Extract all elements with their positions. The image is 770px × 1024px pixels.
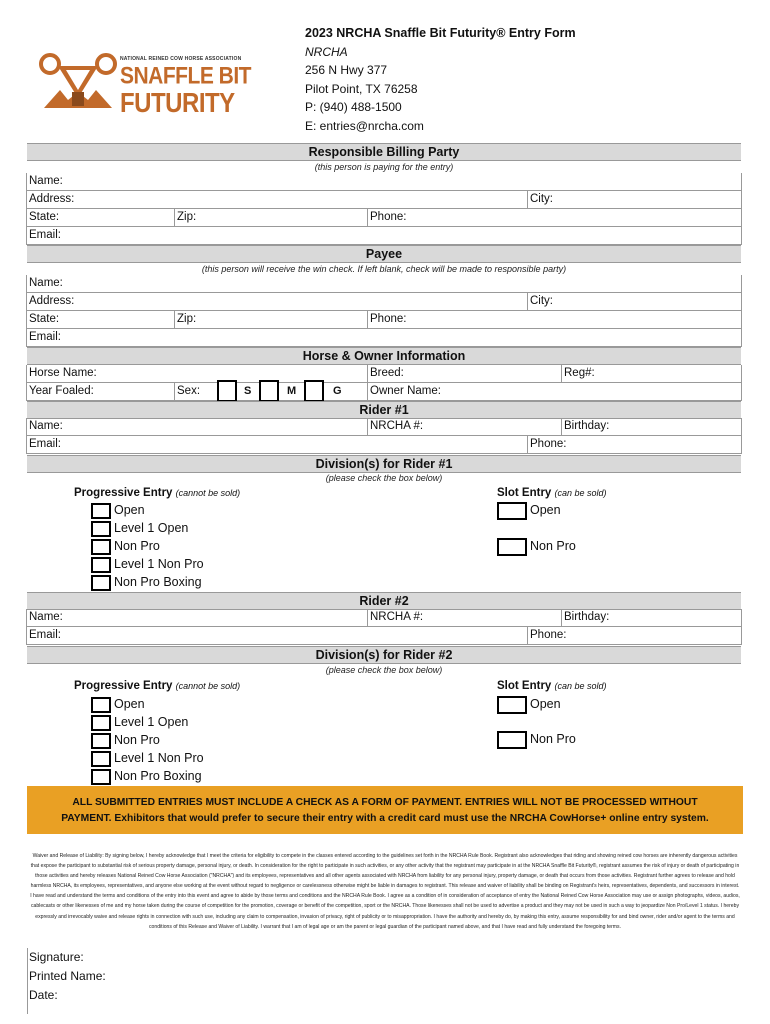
rider1-email-label: Email: xyxy=(29,438,61,450)
div2-level1-nonpro-checkbox[interactable] xyxy=(91,751,111,767)
horse-heading: Horse & Owner Information xyxy=(27,347,741,365)
payee-name-row[interactable] xyxy=(27,275,741,293)
div1-level1-nonpro-label: Level 1 Non Pro xyxy=(114,557,204,571)
div1-nonpro-checkbox[interactable] xyxy=(91,539,111,555)
div2-nonpro-label: Non Pro xyxy=(114,733,160,747)
div1-progressive-heading xyxy=(74,487,240,499)
div1-open-label: Open xyxy=(114,503,145,517)
payee-address-label: Address: xyxy=(29,295,75,307)
payee-address-row[interactable] xyxy=(27,293,741,311)
div1-nonpro-boxing-checkbox[interactable] xyxy=(91,575,111,591)
sex-s-label: S xyxy=(244,385,252,397)
div2-level1-open-label: Level 1 Open xyxy=(114,715,189,729)
payee-zip-label: Zip: xyxy=(174,311,196,328)
billing-state-row[interactable] xyxy=(27,209,741,227)
sex-m-checkbox[interactable] xyxy=(259,380,279,402)
sex-s-checkbox[interactable] xyxy=(217,380,237,402)
rider1-birthday-label: Birthday: xyxy=(561,418,609,435)
div1-nonpro-label: Non Pro xyxy=(114,539,160,553)
sex-m-label: M xyxy=(287,385,297,397)
billing-note: (this person is paying for the entry) xyxy=(314,162,454,172)
billing-email-label: Email: xyxy=(29,229,61,241)
div2-slot-label: Slot Entry xyxy=(497,680,552,692)
billing-city-label: City: xyxy=(527,191,553,208)
rider2-email-label: Email: xyxy=(29,629,61,641)
div2-level1-nonpro-label: Level 1 Non Pro xyxy=(114,751,204,765)
printed-name-label[interactable]: Printed Name: xyxy=(29,969,106,983)
div1-level1-nonpro-checkbox[interactable] xyxy=(91,557,111,573)
logo-line1: SNAFFLE BIT xyxy=(120,63,251,90)
org-phone: P: (940) 488-1500 xyxy=(305,100,402,114)
div1-slot-label: Slot Entry xyxy=(497,487,552,499)
div2-progressive-label: Progressive Entry xyxy=(74,680,173,692)
waiver-text: Waiver and Release of Liability: By signing below, I hereby acknowledge that I meet the criteria for eligibility to compete in the classes entered according to the guidelines set forth in the NRCHA Rule Book. Registrant also acknowledges that riding and showing reined cow horses are inherently dangerous activities that expose the participant to substantial risk of serious property damage, personal injury, or death. In consideration for the right to participate in such activities, or any other activity that the registrant may participate in at the NRCHA Snaffle Bit Futurity®, registrant assumes the risk of injury or death of participating in those activities and hereby releases National Reined Cow Horse Association ("NRCHA") and its employees, representatives and all other agents associated with NRCHA from liability for any personal injury, property damage, or death that occurs from those activities. Registrant further agrees to release and hold harmless NRCHA, its employees, representatives, and anyone else working at the event without regard to negligence or carelessness otherwise might be liable in damages to registrant. This release and waiver of liability shall be binding on Registrant's heirs, representatives, dependents, and successors in interest. I have read and understand the terms and conditions of the entry into this event and agree to abide by those terms and conditions and the NRCHA Rule Book. I agree as a condition of in consideration of acceptance of entry the National Reined Cow Horse Association may use or assign photographs, videos, audios, cablecasts or other likenesses of me and my horse taken during the course of competition for the promotion, coverage or benefit of the competition, sport or the NRCHA. Those likenesses shall not be used to advertise a product and they may not be used in such a way to jeopardize Non Pro/Level 1 status. I hereby expressly and irrevocably waive and release rights in connection with such use, including any claim to compensation, invasion of privacy, right of publicity or to misappropriation. I have the authority and hereby do, by making this entry, assume responsibility for and bind owner, rider and/or agent to the terms and conditions of this Release and Waiver of Liability. I warrant that I am of legal age or am the parent or legal guardian of the participant named above, and that I have read and fully understand the foregoing terms. xyxy=(30,853,740,930)
rider1-nrcha-label: NRCHA #: xyxy=(367,418,423,435)
payee-city-label: City: xyxy=(527,293,553,310)
horse-name-row[interactable] xyxy=(27,365,741,383)
payment-notice-line1: ALL SUBMITTED ENTRIES MUST INCLUDE A CHECK AS A FORM OF PAYMENT. ENTRIES WILL NOT BE PROCESSED WITHOUT xyxy=(72,797,698,808)
rider2-phone-label: Phone: xyxy=(527,627,566,644)
div1-slot-note: (can be sold) xyxy=(554,488,607,498)
div2-progressive-heading xyxy=(74,680,240,692)
div1-nonpro-boxing-label: Non Pro Boxing xyxy=(114,575,202,589)
payment-notice-line2: PAYMENT. Exhibitors that would prefer to secure their entry with a credit card must use the NRCHA CowHorse+ online entry system. xyxy=(61,812,709,824)
rider2-email-row[interactable] xyxy=(27,627,741,645)
div1-level1-open-checkbox[interactable] xyxy=(91,521,111,537)
div1-progressive-note: (cannot be sold) xyxy=(175,488,241,498)
billing-zip-label: Zip: xyxy=(174,209,196,226)
rider2-name-row[interactable] xyxy=(27,609,741,627)
payee-email-row[interactable] xyxy=(27,329,741,347)
div2-note: (please check the box below) xyxy=(325,665,443,675)
div1-slot-open-checkbox[interactable] xyxy=(497,502,527,520)
div1-heading: Division(s) for Rider #1 xyxy=(27,455,741,473)
rider2-name-label: Name: xyxy=(29,611,63,623)
rider2-birthday-label: Birthday: xyxy=(561,609,609,626)
div1-note: (please check the box below) xyxy=(325,473,443,483)
rider1-email-row[interactable] xyxy=(27,436,741,454)
billing-address-label: Address: xyxy=(29,193,75,205)
org-address-line1: 256 N Hwy 377 xyxy=(305,63,388,77)
billing-heading: Responsible Billing Party xyxy=(27,143,741,161)
payee-phone-label: Phone: xyxy=(367,311,406,328)
div2-nonpro-boxing-label: Non Pro Boxing xyxy=(114,769,202,783)
billing-name-row[interactable] xyxy=(27,173,741,191)
div1-slot-open-label: Open xyxy=(530,503,561,517)
div2-open-label: Open xyxy=(114,697,145,711)
rider2-nrcha-label: NRCHA #: xyxy=(367,609,423,626)
div2-slot-nonpro-checkbox[interactable] xyxy=(497,731,527,749)
sex-g-checkbox[interactable] xyxy=(304,380,324,402)
form-header xyxy=(305,24,576,135)
rider1-heading: Rider #1 xyxy=(27,401,741,419)
rider1-phone-label: Phone: xyxy=(527,436,566,453)
div2-slot-open-label: Open xyxy=(530,697,561,711)
rider2-heading: Rider #2 xyxy=(27,592,741,610)
div1-slot-nonpro-label: Non Pro xyxy=(530,539,576,553)
year-foaled-row[interactable] xyxy=(27,383,741,401)
org-address-line2: Pilot Point, TX 76258 xyxy=(305,81,418,96)
payee-state-label: State: xyxy=(29,313,60,325)
div2-progressive-note: (cannot be sold) xyxy=(175,681,241,691)
div2-heading: Division(s) for Rider #2 xyxy=(27,646,741,664)
signature-block-border xyxy=(27,948,28,1014)
div1-open-checkbox[interactable] xyxy=(91,503,111,519)
year-foaled-label: Year Foaled: xyxy=(29,385,94,397)
logo-top-text: NATIONAL REINED COW HORSE ASSOCIATION xyxy=(120,56,242,62)
org-email: E: entries@nrcha.com xyxy=(305,118,424,133)
breed-label: Breed: xyxy=(367,365,404,382)
payee-heading: Payee xyxy=(27,245,741,263)
payee-note: (this person will receive the win check. If left blank, check will be made to responsible party) xyxy=(201,264,567,274)
payee-email-label: Email: xyxy=(29,331,61,343)
div1-level1-open-label: Level 1 Open xyxy=(114,521,189,535)
payee-state-row[interactable] xyxy=(27,311,741,329)
org-name: NRCHA xyxy=(305,44,348,59)
logo-line2: FUTURITY xyxy=(120,88,235,120)
div2-open-checkbox[interactable] xyxy=(91,697,111,713)
div2-slot-heading xyxy=(497,680,607,692)
div2-slot-note: (can be sold) xyxy=(554,681,607,691)
div1-slot-nonpro-checkbox[interactable] xyxy=(497,538,527,556)
signature-label[interactable]: Signature: xyxy=(29,950,84,964)
div2-nonpro-checkbox[interactable] xyxy=(91,733,111,749)
div1-slot-heading xyxy=(497,487,607,499)
payment-notice-banner xyxy=(27,786,743,834)
billing-state-label: State: xyxy=(29,211,60,223)
billing-address-row[interactable] xyxy=(27,191,741,209)
sex-label: Sex: xyxy=(174,383,200,400)
form-title: 2023 NRCHA Snaffle Bit Futurity® Entry Form xyxy=(305,26,576,40)
billing-email-row[interactable] xyxy=(27,227,741,245)
div2-slot-nonpro-label: Non Pro xyxy=(530,732,576,746)
div2-nonpro-boxing-checkbox[interactable] xyxy=(91,769,111,785)
reg-label: Reg#: xyxy=(561,365,595,382)
payee-name-label: Name: xyxy=(29,277,63,289)
rider1-name-label: Name: xyxy=(29,420,63,432)
date-label[interactable]: Date: xyxy=(29,988,58,1002)
div1-progressive-label: Progressive Entry xyxy=(74,487,173,499)
div2-level1-open-checkbox[interactable] xyxy=(91,715,111,731)
billing-name-label: Name: xyxy=(29,175,63,187)
rider1-name-row[interactable] xyxy=(27,418,741,436)
billing-phone-label: Phone: xyxy=(367,209,406,226)
horse-name-label: Horse Name: xyxy=(29,367,97,379)
snaffle-bit-futurity-logo xyxy=(36,48,251,120)
owner-name-label: Owner Name: xyxy=(367,383,441,400)
div2-slot-open-checkbox[interactable] xyxy=(497,696,527,714)
sex-g-label: G xyxy=(333,385,342,397)
